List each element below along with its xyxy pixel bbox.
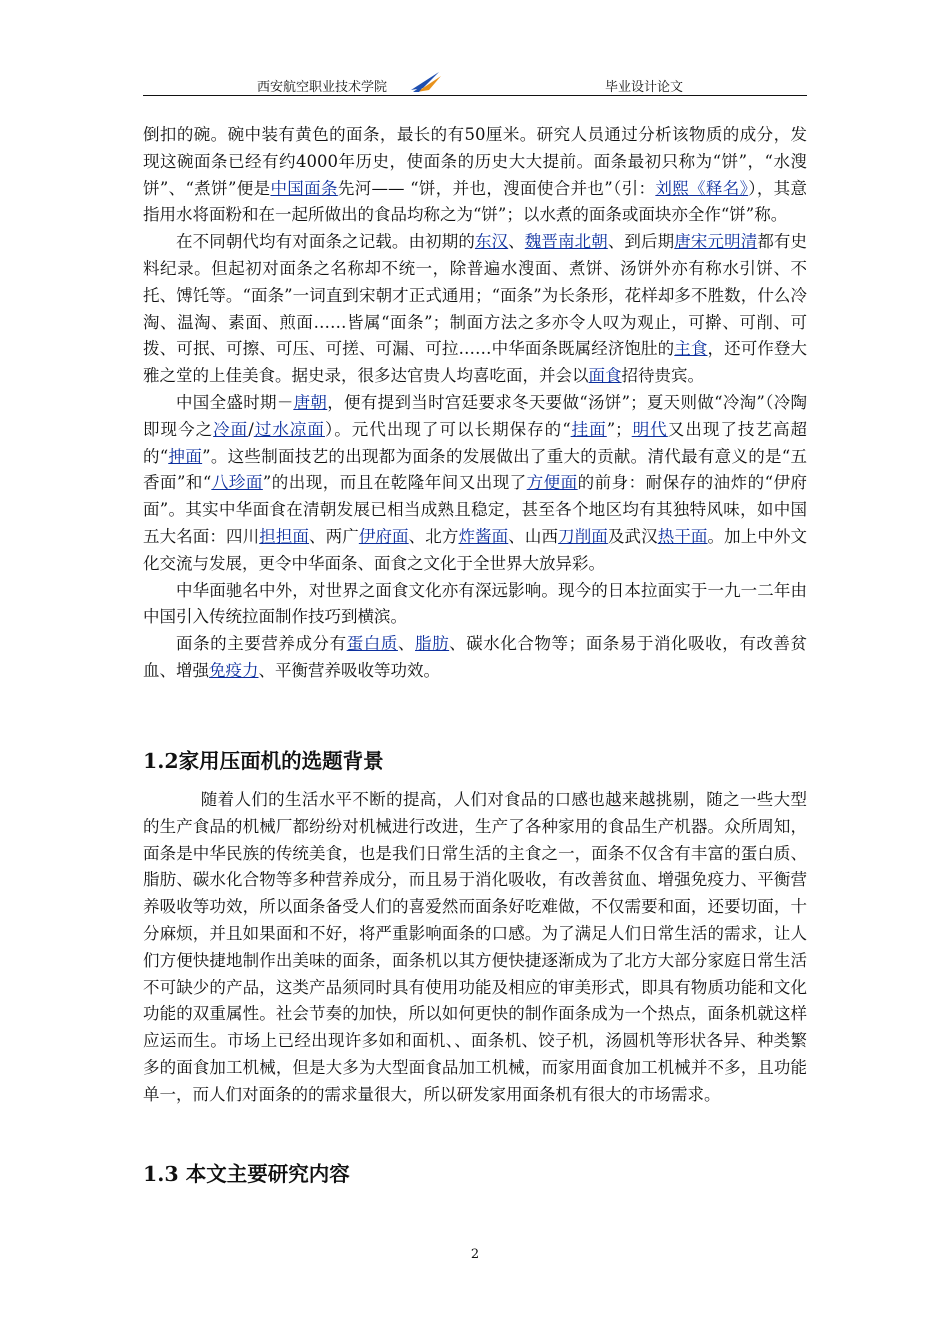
- paragraph-world-influence: 中华面驰名中外，对世界之面食文化亦有深远影响。现今的日本拉面实于一九一二年由中国引入传统拉面制作技巧到横滨。: [143, 580, 807, 627]
- link-zhajiang-noodles[interactable]: 炸酱面: [458, 526, 509, 546]
- link-chinese-noodles[interactable]: 中国面条: [270, 178, 338, 198]
- link-dried-noodles[interactable]: 挂面: [570, 419, 607, 439]
- link-tang-dynasty[interactable]: 唐朝: [293, 392, 328, 412]
- header-divider: [143, 95, 807, 96]
- link-chilled-noodles[interactable]: 过水凉面: [253, 419, 325, 439]
- link-wheaten-food[interactable]: 面食: [588, 366, 622, 386]
- body-text: [143, 122, 807, 685]
- heading-1-3: 1.3 本文主要研究内容: [143, 1162, 350, 1186]
- link-dandan-noodles[interactable]: 担担面: [259, 526, 310, 546]
- link-fat[interactable]: 脂肪: [415, 634, 450, 654]
- paragraph-tang-dynasty: 中国全盛时期－唐朝，便有提到当时宫廷要求冬天要做“汤饼”；夏天则做“冷淘”（冷陶即现今之冷面/过水凉面）。元代出现了可以长期保存的“挂面”；明代又出现了技艺高超的“抻面”。这些制面技艺的出现都为面条的发展做出了重大的贡献。清代最有意义的是“五香面”和“八珍面”的出现，而且在乾隆年间又出现了方便面的前身：耐保存的油炸的“伊府面”。其实中华面食在清朝发展已相当成熟且稳定，甚至各个地区均有其独特风味，如中国五大名面：四川担担面、两广伊府面、北方炸酱面、山西刀削面及武汉热干面。加上中外文化交流与发展，更令中华面条、面食之文化于全世界大放异彩。: [143, 392, 808, 573]
- link-knife-cut-noodles[interactable]: 刀削面: [558, 526, 608, 546]
- paragraph-nutrition: 面条的主要营养成分有蛋白质、脂肪、碳水化合物等；面条易于消化吸收，有改善贫血、增强免疫力、平衡营养吸收等功效。: [143, 634, 808, 680]
- link-liu-xi[interactable]: 刘熙: [655, 178, 690, 198]
- link-yifu-noodles[interactable]: 伊府面: [358, 526, 409, 546]
- link-protein[interactable]: 蛋白质: [346, 634, 398, 654]
- link-cold-noodles[interactable]: 冷面: [213, 419, 249, 439]
- link-bazhen-noodles[interactable]: 八珍面: [211, 473, 263, 493]
- link-tang-song-yuan-ming-qing[interactable]: 唐宋元明清: [674, 232, 758, 252]
- heading-1-2: 1.2家用压面机的选题背景: [143, 749, 384, 773]
- school-name: 西安航空职业技术学院: [257, 80, 388, 95]
- page-number: 2: [470, 1247, 480, 1262]
- paragraph-topic-background: 随着人们的生活水平不断的提高，人们对食品的口感也越来越挑剔，随之一些大型的生产食品的机械厂都纷纷对机械进行改进，生产了各种家用的食品生产机器。众所周知，面条是中华民族的传统美食，也是我们日常生活的主食之一，面条不仅含有丰富的蛋白质、脂肪、碳水化合物等多种营养成分，而且易于消化吸收，有改善贫血、增强免疫力、平衡营养吸收等功效，所以面条备受人们的喜爱然而面条好吃难做，不仅需要和面，还要切面，十分麻烦，并且如果面和不好，将严重影响面条的口感。为了满足人们日常生活的需求，让人们方便快捷地制作出美味的面条，面条机以其方便快捷逐渐成为了北方大部分家庭日常生活不可缺少的产品，这类产品须同时具有使用功能及相应的审美形式，即具有物质功能和文化功能的双重属性。社会节奏的加快，所以如何更快的制作面条成为一个热点，面条机就这样应运而生。市场上已经出现许多如和面机、、面条机、饺子机，汤圆机等形状各异、种类繁多的面食加工机械，但是大多为大型面食品加工机械，而家用面食加工机械并不多，且功能单一，而人们对面条的的需求量很大，所以研发家用面条机有很大的市场需求。: [143, 790, 807, 1104]
- paragraph-dynasty-records: 在不同朝代均有对面条之记载。由初期的东汉、魏晋南北朝、到后期唐宋元明清都有史料纪录。但起初对面条之名称却不统一，除普遍水溲面、煮饼、汤饼外亦有称水引饼、不托、馎饦等。“面条”一词直到宋朝才正式通用；“面条”为长条形，花样却多不胜数，什么冷淘、温淘、素面、煎面……皆属“面条”；制面方法之多亦令人叹为观止，可擀、可削、可拨、可抿、可擦、可压、可搓、可漏、可拉……中华面条既属经济饱肚的主食，还可作登大雅之堂的上佳美食。据史录，很多达官贵人均喜吃面，并会以面食招待贵宾。: [143, 232, 808, 386]
- link-shi-ming[interactable]: 《释名》: [689, 178, 749, 198]
- page-header: [143, 74, 807, 96]
- paragraph-noodle-origin: 倒扣的碗。碗中装有黄色的面条，最长的有50厘米。研究人员通过分析该物质的成分，发现这碗面条已经有约4000年历史，使面条的历史大大提前。面条最初只称为“饼”，“水溲饼”、“煮饼”便是中国面条先河—— “饼，并也，溲面使合并也”（引：刘熙《释名》），其意指用水将面粉和在一起所做出的食品均称之为“饼”；以水煮的面条或面块亦全作“饼”称。: [143, 125, 808, 225]
- link-wei-jin[interactable]: 魏晋南北朝: [524, 232, 608, 252]
- section-1-2-body: [143, 787, 807, 1109]
- link-pulled-noodles[interactable]: 抻面: [168, 446, 203, 466]
- link-instant-noodles[interactable]: 方便面: [526, 473, 578, 493]
- link-eastern-han[interactable]: 东汉: [474, 232, 509, 252]
- link-hot-dry-noodles[interactable]: 热干面: [657, 526, 708, 546]
- document-type: 毕业设计论文: [605, 80, 684, 95]
- school-logo-icon: [409, 68, 443, 94]
- link-staple-food[interactable]: 主食: [674, 339, 708, 359]
- link-ming-dynasty[interactable]: 明代: [631, 419, 668, 439]
- link-immunity[interactable]: 免疫力: [209, 660, 259, 680]
